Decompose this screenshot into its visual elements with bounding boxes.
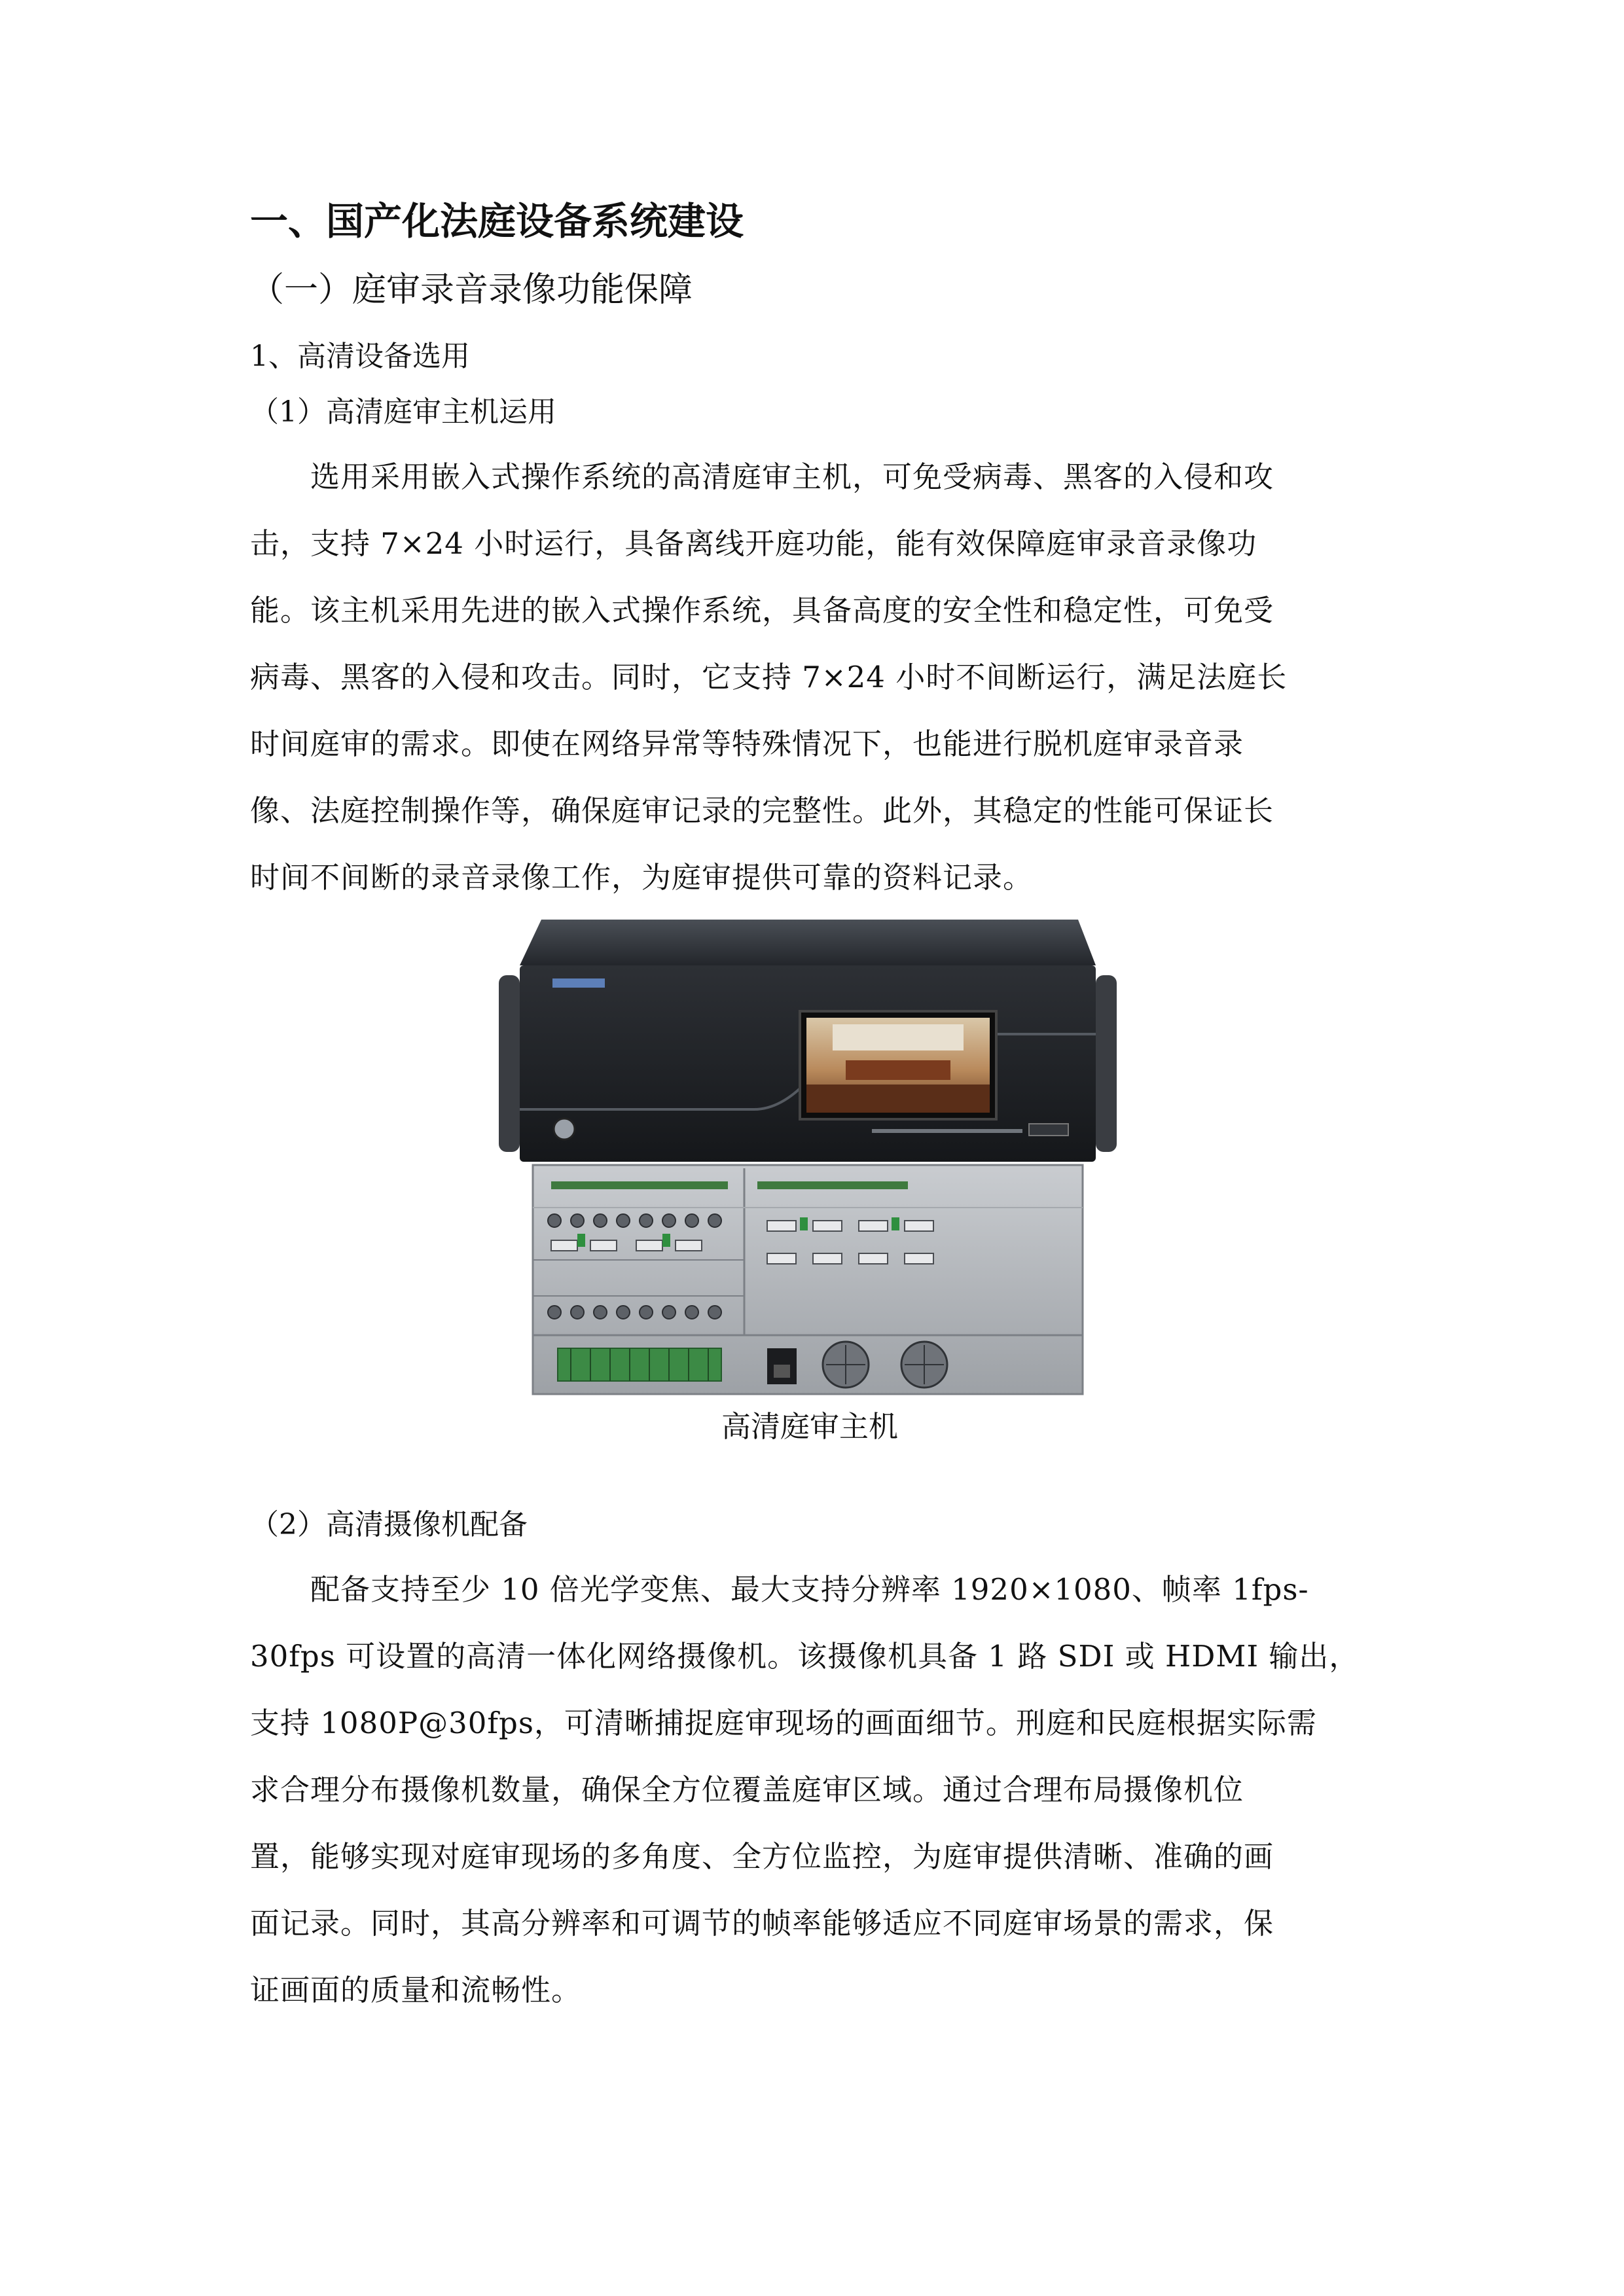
section1-paragraph (250, 444, 1379, 911)
paragraph-line: 证画面的质量和流畅性。 (250, 1973, 582, 2007)
figure-caption: 高清庭审主机 (721, 1409, 898, 1444)
paragraph-line: 求合理分布摄像机数量，确保全方位覆盖庭审区域。通过合理布局摄像机位 (250, 1772, 1244, 1807)
paragraph-line: 时间不间断的录音录像工作，为庭审提供可靠的资料记录。 (250, 860, 1034, 895)
court-host-device-image (479, 913, 1140, 1401)
section2-paragraph (250, 1556, 1379, 2024)
section1-title: （1）高清庭审主机运用 (250, 395, 556, 429)
heading-level-3: 1、高清设备选用 (250, 340, 470, 373)
paragraph-line: 击，支持 7×24 小时运行，具备离线开庭功能，能有效保障庭审录音录像功 (250, 526, 1257, 561)
paragraph-line: 面记录。同时，其高分辨率和可调节的帧率能够适应不同庭审场景的需求，保 (250, 1906, 1274, 1941)
paragraph-line: 30fps 可设置的高清一体化网络摄像机。该摄像机具备 1 路 SDI 或 HDMI 输出， (250, 1639, 1360, 1674)
paragraph-line: 配备支持至少 10 倍光学变焦、最大支持分辨率 1920×1080、帧率 1fps- (310, 1572, 1309, 1607)
paragraph-line: 支持 1080P@30fps，可清晰捕捉庭审现场的画面细节。刑庭和民庭根据实际需 (250, 1706, 1317, 1740)
heading-level-1: 一、国产化法庭设备系统建设 (250, 199, 744, 243)
paragraph-line: 能。该主机采用先进的嵌入式操作系统，具备高度的安全性和稳定性，可免受 (250, 593, 1274, 628)
paragraph-line: 病毒、黑客的入侵和攻击。同时，它支持 7×24 小时不间断运行，满足法庭长 (250, 660, 1288, 694)
heading-level-2: （一）庭审录音录像功能保障 (250, 270, 693, 310)
paragraph-line: 像、法庭控制操作等，确保庭审记录的完整性。此外，其稳定的性能可保证长 (250, 793, 1274, 828)
section2-title: （2）高清摄像机配备 (250, 1508, 528, 1541)
paragraph-line: 置，能够实现对庭审现场的多角度、全方位监控，为庭审提供清晰、准确的画 (250, 1839, 1274, 1874)
paragraph-line: 时间庭审的需求。即使在网络异常等特殊情况下，也能进行脱机庭审录音录 (250, 726, 1244, 761)
paragraph-line: 选用采用嵌入式操作系统的高清庭审主机，可免受病毒、黑客的入侵和攻 (310, 459, 1274, 494)
